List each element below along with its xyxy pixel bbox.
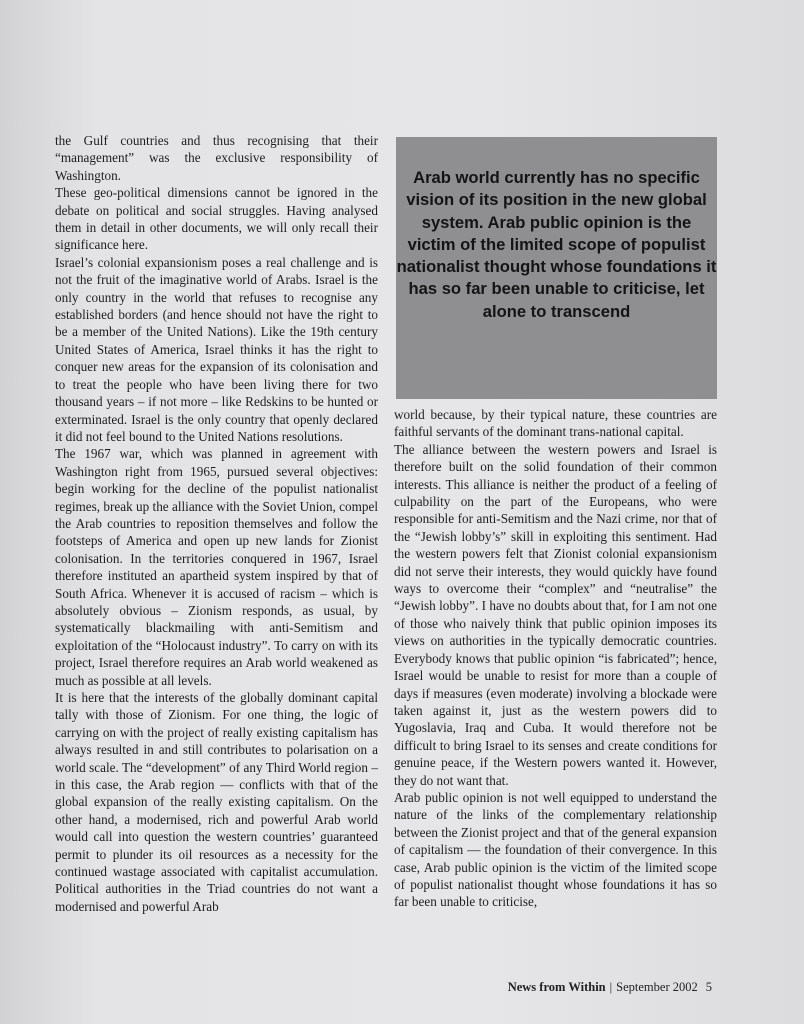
paragraph: The alliance between the western powers and Israel is therefore built on the solid foundation of their common interests. This alliance is neither the product of a feeling of culpability on the part of the Europeans, who were responsible for anti-Semitism and the Nazi crime, nor that of the “Jewish lobby’s” skill in exploiting this sentiment. Had the western powers felt that Zionist colonial expansionism did not serve their interests, they would quickly have found ways to overcome their “complex” and “neutralise” the “Jewish lobby”. I have no doubts about that, for I am not one of those who naively think that public opinion imposes its views on authorities in the typically democratic countries. Everybody knows that public opinion “is fabricated”; hence, Israel would be unable to resist for more than a couple of days if measures (even moderate) involving a blockade were taken against it, just as the western powers did to Yugoslavia, Iraq and Cuba. It would therefore not be difficult to bring Israel to its senses and create conditions for genuine peace, if the Western powers wanted it. However, they do not want that. bbox=[394, 441, 717, 788]
paragraph: world because, by their typical nature, these countries are faithful servants of the dominant trans-national capital. bbox=[394, 407, 717, 440]
paragraph: It is here that the interests of the globally dominant capital tally with those of Zionism. For one thing, the logic of carrying on with the project of really existing capitalism has always resulted in and still contributes to polarisation on a world scale. The “development” of any Third World region – in this case, the Arab region — conflicts with that of the global expansion of the really existing capitalism. On the other hand, a modernised, rich and powerful Arab world would call into question the western countries’ guaranteed permit to plunder its oil resources as a necessity for the continued wastage associated with capitalist accumulation. Political authorities in the Triad countries do not want a modernised and powerful Arab bbox=[55, 690, 378, 914]
right-text-column bbox=[394, 406, 717, 911]
paragraph: The 1967 war, which was planned in agreement with Washington right from 1965, pursued several objectives: begin working for the decline of the populist nationalist regimes, break up the alliance with the Soviet Union, compel the Arab countries to reposition themselves and follow the footsteps of America and open up new lands for Zionist colonisation. In the territories conquered in 1967, Israel therefore instituted an apartheid system inspired by that of South Africa. Whenever it is accused of racism – which is absolutely obvious – Zionism responds, as usual, by systematically blackmailing with anti-Semitism and exploitation of the “Holocaust industry”. To carry on with its project, Israel therefore requires an Arab world weakened as much as possible at all levels. bbox=[55, 446, 378, 688]
paragraph: the Gulf countries and thus recognising that their “management” was the exclusive responsibility of Washington. bbox=[55, 133, 378, 183]
left-text-column bbox=[55, 132, 378, 915]
publication-name: News from Within bbox=[507, 980, 606, 994]
page-number: 5 bbox=[705, 980, 712, 994]
paragraph: These geo-political dimensions cannot be ignored in the debate on political and social struggles. Having analysed them in detail in other documents, we will only recall their significance here. bbox=[55, 185, 378, 253]
paragraph: Israel’s colonial expansionism poses a real challenge and is not the fruit of the imaginative world of Arabs. Israel is the only country in the world that refuses to recognise any established borders (and hence should not have the right to be a member of the United Nations). Like the 19th century United States of America, Israel thinks it has the right to conquer new areas for the expansion of its colonisation and to treat the people who have been living there for two thousand years – if not more – like Redskins to be hunted or exterminated. Israel is the only country that openly declared it did not feel bound to the United Nations resolutions. bbox=[55, 254, 378, 444]
page-footer bbox=[508, 980, 712, 995]
paragraph: Arab public opinion is not well equipped to understand the nature of the links of the complementary relationship between the Zionist project and that of the general expansion of capitalism — the foundation of their convergence. In this case, Arab public opinion is the victim of the limited scope of populist nationalist thought whose foundations it has so far been unable to criticise, bbox=[394, 789, 717, 910]
footer-separator: | bbox=[609, 980, 613, 994]
pull-quote-text: Arab world currently has no specific vision of its position in the new global system. Arab public opinion is the victim of the limited scope of populist nationalist thought whose foundations it has so far been unable to criticise, let alone to transcend bbox=[396, 168, 717, 321]
issue-date: September 2002 bbox=[616, 980, 698, 994]
pull-quote-box bbox=[396, 137, 717, 399]
